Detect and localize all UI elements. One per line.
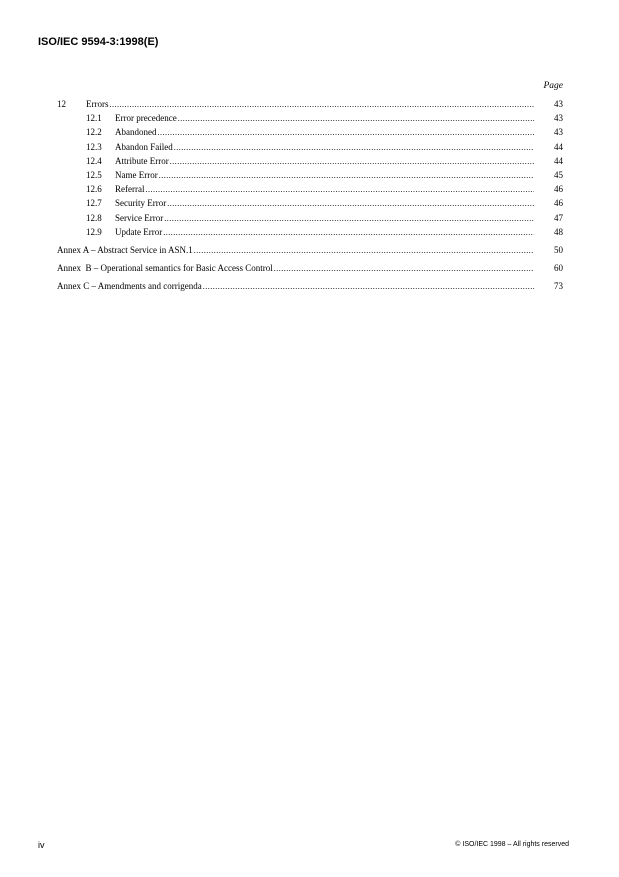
toc-entry[interactable] xyxy=(57,111,563,125)
annex-page: 73 xyxy=(554,281,563,292)
toc-entry[interactable] xyxy=(57,211,563,225)
toc-entry-page: 48 xyxy=(554,226,563,237)
toc-entry-page: 46 xyxy=(554,184,563,195)
toc-entry-page: 45 xyxy=(554,169,563,180)
toc-entry[interactable] xyxy=(57,140,563,154)
toc-entry-title: Name Error xyxy=(115,169,158,180)
toc-entry-number: 12 xyxy=(57,99,66,109)
dot-leader xyxy=(164,212,534,226)
dot-leader xyxy=(170,155,534,169)
toc-entry-number: 12.9 xyxy=(86,226,102,237)
toc-entry-title: Service Error xyxy=(115,212,164,223)
dot-leader xyxy=(167,197,534,211)
page-number: iv xyxy=(38,840,45,850)
toc-entry[interactable] xyxy=(57,225,563,239)
dot-leader xyxy=(178,112,534,126)
toc-entry-title: Abandon Failed xyxy=(115,141,173,152)
toc-entry-number: 12.2 xyxy=(86,127,102,138)
toc-entry-title: Error precedence xyxy=(115,113,177,124)
toc-entry-page: 44 xyxy=(554,155,563,166)
annex-title: Annex A – Abstract Service in ASN.1 xyxy=(57,244,193,255)
toc-annex-entry[interactable] xyxy=(57,261,563,275)
dot-leader xyxy=(163,226,534,240)
annex-title: Annex C – Amendments and corrigenda xyxy=(57,281,202,292)
toc-entry-title: Attribute Error xyxy=(115,155,169,166)
toc-entry-title: Update Error xyxy=(115,226,163,237)
dot-leader xyxy=(145,183,534,197)
toc-entry-number: 12.4 xyxy=(86,155,102,166)
toc-entry[interactable] xyxy=(57,196,563,210)
toc-entry[interactable] xyxy=(57,97,563,111)
toc-entry[interactable] xyxy=(57,154,563,168)
toc-entry[interactable] xyxy=(57,168,563,182)
page-column-label: Page xyxy=(543,81,563,91)
toc-entry-number: 12.8 xyxy=(86,212,102,223)
annex-page: 50 xyxy=(554,244,563,255)
toc-entry-title: Errors xyxy=(86,99,109,109)
copyright-notice: © ISO/IEC 1998 – All rights reserved xyxy=(455,841,569,848)
dot-leader xyxy=(194,244,534,258)
toc-entry[interactable] xyxy=(57,182,563,196)
toc-entry-title: Referral xyxy=(115,184,145,195)
toc-entry-page: 43 xyxy=(554,99,563,109)
dot-leader xyxy=(274,262,534,276)
toc-entry-number: 12.7 xyxy=(86,198,102,209)
toc-annex-entry[interactable] xyxy=(57,243,563,257)
dot-leader xyxy=(203,280,534,294)
toc-entry-page: 46 xyxy=(554,198,563,209)
toc-annex-entry[interactable] xyxy=(57,279,563,293)
dot-leader xyxy=(110,98,535,112)
toc-entry-page: 43 xyxy=(554,127,563,138)
annex-page: 60 xyxy=(554,263,563,274)
toc-entry-page: 43 xyxy=(554,113,563,124)
toc-entry-number: 12.5 xyxy=(86,169,102,180)
toc-entry-page: 44 xyxy=(554,141,563,152)
dot-leader xyxy=(158,126,535,140)
table-of-contents xyxy=(57,97,563,293)
annex-title: Annex B – Operational semantics for Basic Access Control xyxy=(57,263,273,274)
toc-entry-number: 12.1 xyxy=(86,113,102,124)
toc-entry-title: Security Error xyxy=(115,198,167,209)
toc-entry-number: 12.6 xyxy=(86,184,102,195)
toc-entry-number: 12.3 xyxy=(86,141,102,152)
toc-entry-page: 47 xyxy=(554,212,563,223)
toc-entry-title: Abandoned xyxy=(115,127,157,138)
toc-entry[interactable] xyxy=(57,125,563,139)
document-header: ISO/IEC 9594-3:1998(E) xyxy=(38,36,159,48)
dot-leader xyxy=(174,141,534,155)
dot-leader xyxy=(159,169,534,183)
